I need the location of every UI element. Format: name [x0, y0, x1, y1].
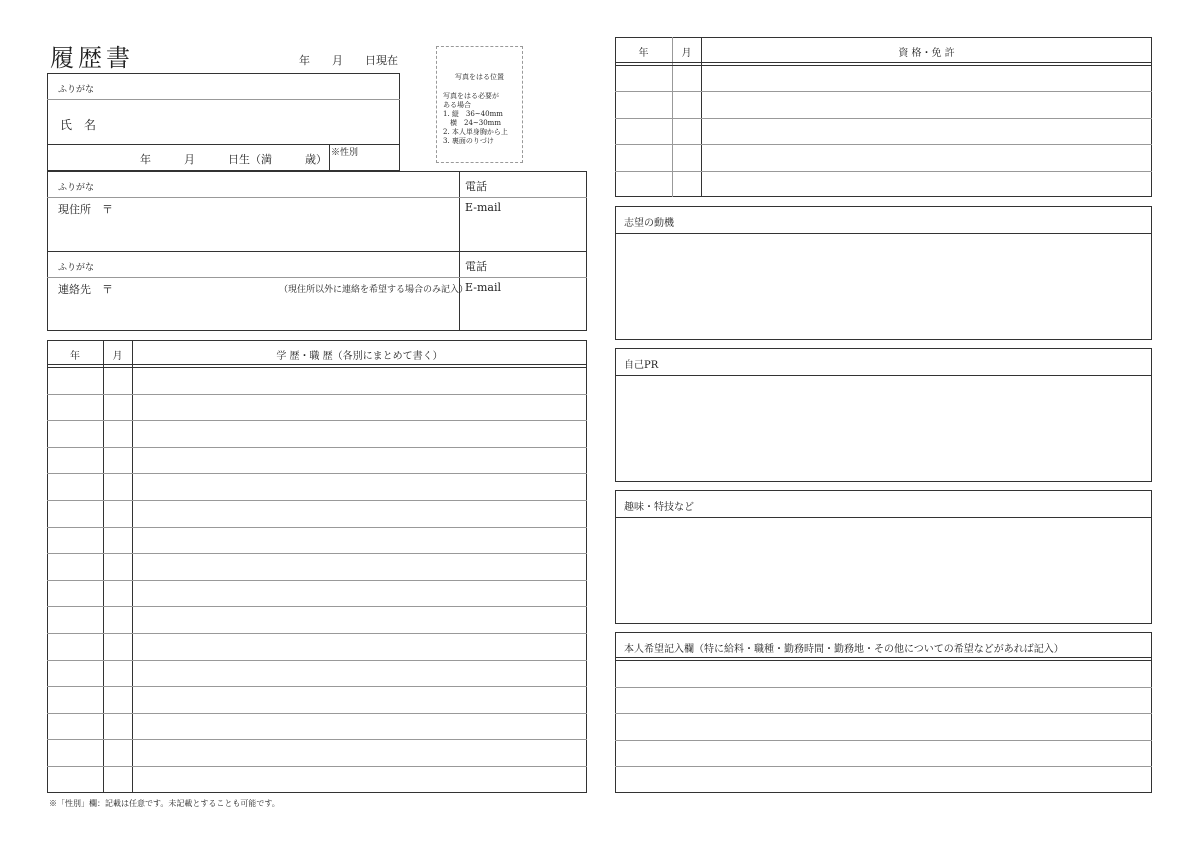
- history-row[interactable]: [47, 473, 587, 500]
- name-furigana-label: ふりがな: [58, 85, 95, 95]
- history-row[interactable]: [47, 660, 587, 687]
- self-pr-field[interactable]: [616, 376, 1151, 481]
- hobbies-label: 趣味・特技など: [624, 502, 694, 513]
- address-furigana-label: ふりがな: [58, 183, 95, 193]
- photo-placeholder[interactable]: [436, 46, 523, 163]
- date-line: 年 月 日現在: [299, 54, 398, 67]
- history-row-line: [47, 766, 587, 767]
- name-field[interactable]: [56, 100, 400, 144]
- history-row[interactable]: [47, 580, 587, 607]
- license-row-line: [615, 144, 1152, 145]
- history-row-line: [47, 553, 587, 554]
- history-row-line: [47, 713, 587, 714]
- contact-note: （現住所以外に連絡を希望する場合のみ記入）: [279, 285, 469, 295]
- wishes-row-line: [615, 713, 1152, 714]
- address-label: 現住所 〒: [58, 203, 113, 216]
- photo-note-line: 2. 本人単身胸から上: [443, 128, 508, 136]
- wishes-row[interactable]: [615, 766, 1152, 793]
- history-row[interactable]: [47, 500, 587, 527]
- wishes-row[interactable]: [615, 687, 1152, 714]
- history-row[interactable]: [47, 606, 587, 633]
- history-row-line: [47, 633, 587, 634]
- contact-furigana-label: ふりがな: [58, 263, 95, 273]
- license-row[interactable]: [615, 65, 1152, 91]
- motivation-field[interactable]: [616, 234, 1151, 339]
- birth-line: 年 月 日生（満 歳）: [140, 153, 327, 166]
- history-content-header: 学 歴・職 歴（各別にまとめて書く）: [276, 351, 443, 362]
- name-label: 氏 名: [60, 118, 97, 132]
- self-pr-label: 自己PR: [624, 360, 659, 371]
- motivation-label: 志望の動機: [624, 218, 674, 229]
- history-row-line: [47, 447, 587, 448]
- address-tel-label: 電話: [465, 180, 487, 193]
- history-row-line: [47, 686, 587, 687]
- history-row-line: [47, 739, 587, 740]
- wishes-divider: [615, 657, 1152, 658]
- wishes-row-line: [615, 740, 1152, 741]
- license-row[interactable]: [615, 144, 1152, 170]
- wishes-row[interactable]: [615, 740, 1152, 767]
- wishes-row[interactable]: [615, 713, 1152, 740]
- license-row-line: [615, 171, 1152, 172]
- license-content-header: 資 格・免 許: [898, 48, 955, 59]
- history-year-header: 年: [70, 351, 80, 362]
- photo-note-line: 3. 裏面のりづけ: [443, 137, 494, 145]
- contact-email-label: E-mail: [465, 281, 501, 294]
- history-row[interactable]: [47, 527, 587, 554]
- history-row-line: [47, 580, 587, 581]
- photo-note-line: 写真をはる必要が: [443, 92, 499, 100]
- history-row[interactable]: [47, 394, 587, 421]
- history-row[interactable]: [47, 766, 587, 793]
- footnote: ※「性別」欄：記載は任意です。未記載とすることも可能です。: [49, 799, 280, 808]
- license-month-header: 月: [681, 48, 692, 59]
- license-row-line: [615, 118, 1152, 119]
- history-month-header: 月: [112, 351, 123, 362]
- history-row[interactable]: [47, 367, 587, 394]
- history-row-line: [47, 500, 587, 501]
- license-year-header: 年: [638, 48, 649, 59]
- gender-label: ※性別: [331, 148, 359, 158]
- contact-label: 連絡先 〒: [58, 283, 113, 296]
- gender-divider: [329, 144, 330, 171]
- license-row[interactable]: [615, 118, 1152, 144]
- address-contact-divider: [47, 251, 587, 252]
- history-row-line: [47, 394, 587, 395]
- history-row[interactable]: [47, 633, 587, 660]
- license-header-divider: [615, 62, 1152, 63]
- wishes-label: 本人希望記入欄（特に給料・職種・勤務時間・勤務地・その他についての希望などがあれば記入）: [624, 644, 1064, 655]
- history-row[interactable]: [47, 447, 587, 474]
- address-email-label: E-mail: [465, 201, 501, 214]
- photo-note-line: 横 24~30mm: [443, 119, 501, 127]
- wishes-row-line: [615, 766, 1152, 767]
- history-row[interactable]: [47, 686, 587, 713]
- license-row-line: [615, 91, 1152, 92]
- photo-note-line: 1. 縦 36~40mm: [443, 110, 503, 118]
- contact-tel-label: 電話: [465, 260, 487, 273]
- history-row[interactable]: [47, 420, 587, 447]
- history-row-line: [47, 420, 587, 421]
- history-header-divider: [47, 364, 587, 365]
- contact-furigana-divider: [47, 277, 587, 278]
- wishes-row[interactable]: [615, 660, 1152, 687]
- license-row[interactable]: [615, 171, 1152, 197]
- history-row[interactable]: [47, 553, 587, 580]
- history-row-line: [47, 473, 587, 474]
- address-furigana-divider: [47, 197, 587, 198]
- history-row-line: [47, 606, 587, 607]
- history-row[interactable]: [47, 713, 587, 740]
- history-row[interactable]: [47, 739, 587, 766]
- hobbies-field[interactable]: [616, 518, 1151, 623]
- history-row-line: [47, 527, 587, 528]
- license-row[interactable]: [615, 91, 1152, 117]
- history-row-line: [47, 660, 587, 661]
- page-title: 履歴書: [50, 44, 134, 72]
- photo-note-line: ある場合: [443, 101, 471, 109]
- wishes-row-line: [615, 687, 1152, 688]
- photo-caption: 写真をはる位置: [455, 73, 504, 81]
